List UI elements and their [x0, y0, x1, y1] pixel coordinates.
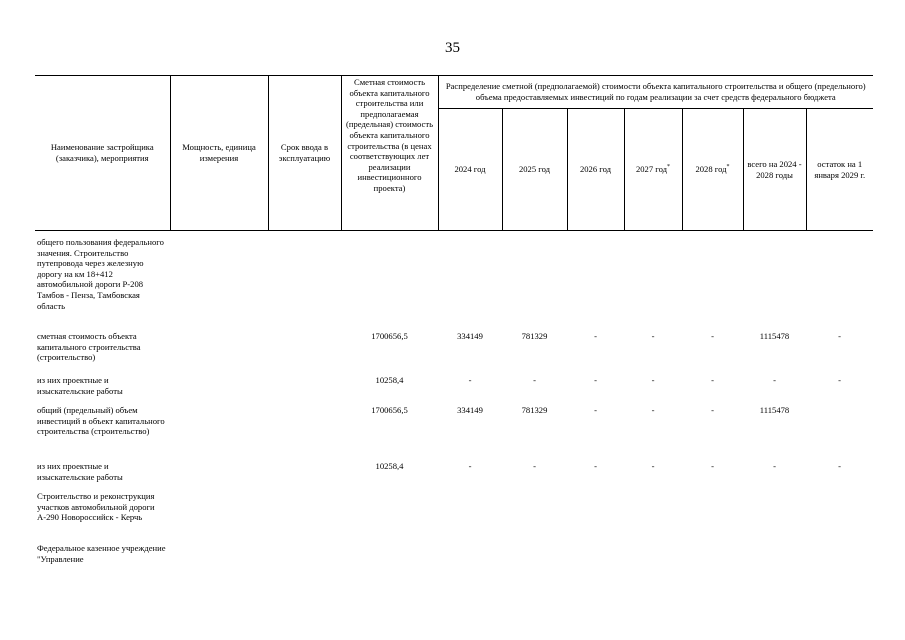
row-total: -	[773, 375, 776, 385]
row-2028: -	[711, 405, 714, 415]
row-cost: 10258,4	[375, 461, 404, 471]
header-year-2024	[438, 109, 502, 231]
row-name: сметная стоимость объекта капитального строительства (строительство)	[37, 331, 141, 363]
page-number: 35	[445, 40, 460, 56]
table-row	[35, 491, 873, 543]
year-label: 2024 год	[454, 164, 486, 175]
header-capacity: Мощность, единица измерения	[170, 76, 268, 231]
row-remainder	[806, 237, 873, 331]
row-remainder: -	[838, 375, 841, 385]
row-name: общего пользования федерального значения. Строительство путепровода через железную дорогу на км 18+412 автомобильной дороги Р-208 Тамбов - Пенза, Тамбовская область	[37, 237, 164, 311]
row-cost: 1700656,5	[371, 331, 408, 341]
year-label: 2027 год	[635, 164, 668, 175]
row-2024	[438, 237, 502, 331]
year-label: 2025 год	[518, 164, 551, 175]
footnote-mark: *	[667, 164, 671, 171]
row-cost: 1700656,5	[371, 405, 408, 415]
table-row	[35, 543, 873, 569]
row-2025	[502, 237, 567, 331]
table-row	[35, 405, 873, 461]
row-2026: -	[594, 331, 597, 341]
row-2024: 334149	[457, 405, 483, 415]
row-2028: -	[711, 375, 714, 385]
header-name: Наименование застройщика (заказчика), мероприятия	[35, 76, 170, 231]
row-total: 1115478	[759, 405, 790, 415]
row-remainder: -	[838, 461, 841, 471]
header-estimate: Сметная стоимость объекта капитального строительства или предполагаемая (предельная) стоимость объекта капитального строительства (в ценах соответствующих лет реализации инвестиционного проекта)	[341, 76, 438, 231]
row-2026	[567, 237, 624, 331]
header-year-2026	[567, 109, 624, 231]
table-row	[35, 461, 873, 491]
table-row	[35, 375, 873, 405]
header-deadline: Срок ввода в эксплуатацию	[268, 76, 341, 231]
row-2024: -	[468, 375, 472, 385]
row-2027: -	[651, 405, 655, 415]
row-cost: 10258,4	[375, 375, 404, 385]
row-2027: -	[651, 331, 655, 341]
row-2026: -	[594, 375, 597, 385]
row-name: из них проектные и изыскательские работы	[37, 461, 123, 482]
table-header	[35, 76, 873, 231]
row-2026: -	[594, 405, 597, 415]
header-distribution: Распределение сметной (предполагаемой) стоимости объекта капитального строительства и общего (предельного) объема предоставляемых инвестиций по годам реализации за счет средств федерального бюджета	[438, 76, 873, 109]
row-name: Федеральное казенное учреждение "Управление	[37, 543, 166, 564]
header-year-2028	[682, 109, 743, 231]
row-total: -	[773, 461, 776, 471]
table-row	[35, 331, 873, 375]
row-name: Строительство и реконструкция участков автомобильной дороги А-290 Новороссийск - Керчь	[37, 491, 155, 523]
row-2025: -	[533, 461, 536, 471]
row-2028: -	[711, 331, 714, 341]
row-2025: -	[533, 375, 536, 385]
row-2026: -	[594, 461, 597, 471]
year-label: 2026 год	[579, 164, 612, 175]
row-name: из них проектные и изыскательские работы	[37, 375, 123, 396]
table-body	[35, 231, 873, 570]
row-name: общий (предельный) объем инвестиций в объект капитального строительства (строительство)	[37, 405, 165, 437]
row-2028: -	[711, 461, 714, 471]
investment-table	[35, 75, 873, 569]
row-total	[743, 237, 806, 331]
header-year-2027	[624, 109, 682, 231]
year-label: 2028 год	[695, 164, 727, 175]
row-remainder	[806, 405, 873, 461]
row-total: 1115478	[759, 331, 790, 341]
table-row	[35, 237, 873, 331]
header-total: всего на 2024 - 2028 годы	[743, 109, 806, 231]
row-2028	[682, 237, 743, 331]
footnote-mark: *	[726, 164, 730, 171]
header-year-2025	[502, 109, 567, 231]
row-2025: 781329	[521, 331, 548, 341]
row-2027	[624, 237, 682, 331]
row-2025: 781329	[521, 405, 548, 415]
row-remainder: -	[838, 331, 841, 341]
row-2027: -	[651, 375, 655, 385]
header-remainder: остаток на 1 января 2029 г.	[806, 109, 873, 231]
row-2024: -	[468, 461, 472, 471]
row-2024: 334149	[457, 331, 483, 341]
row-cost	[341, 237, 438, 331]
row-2027: -	[651, 461, 655, 471]
